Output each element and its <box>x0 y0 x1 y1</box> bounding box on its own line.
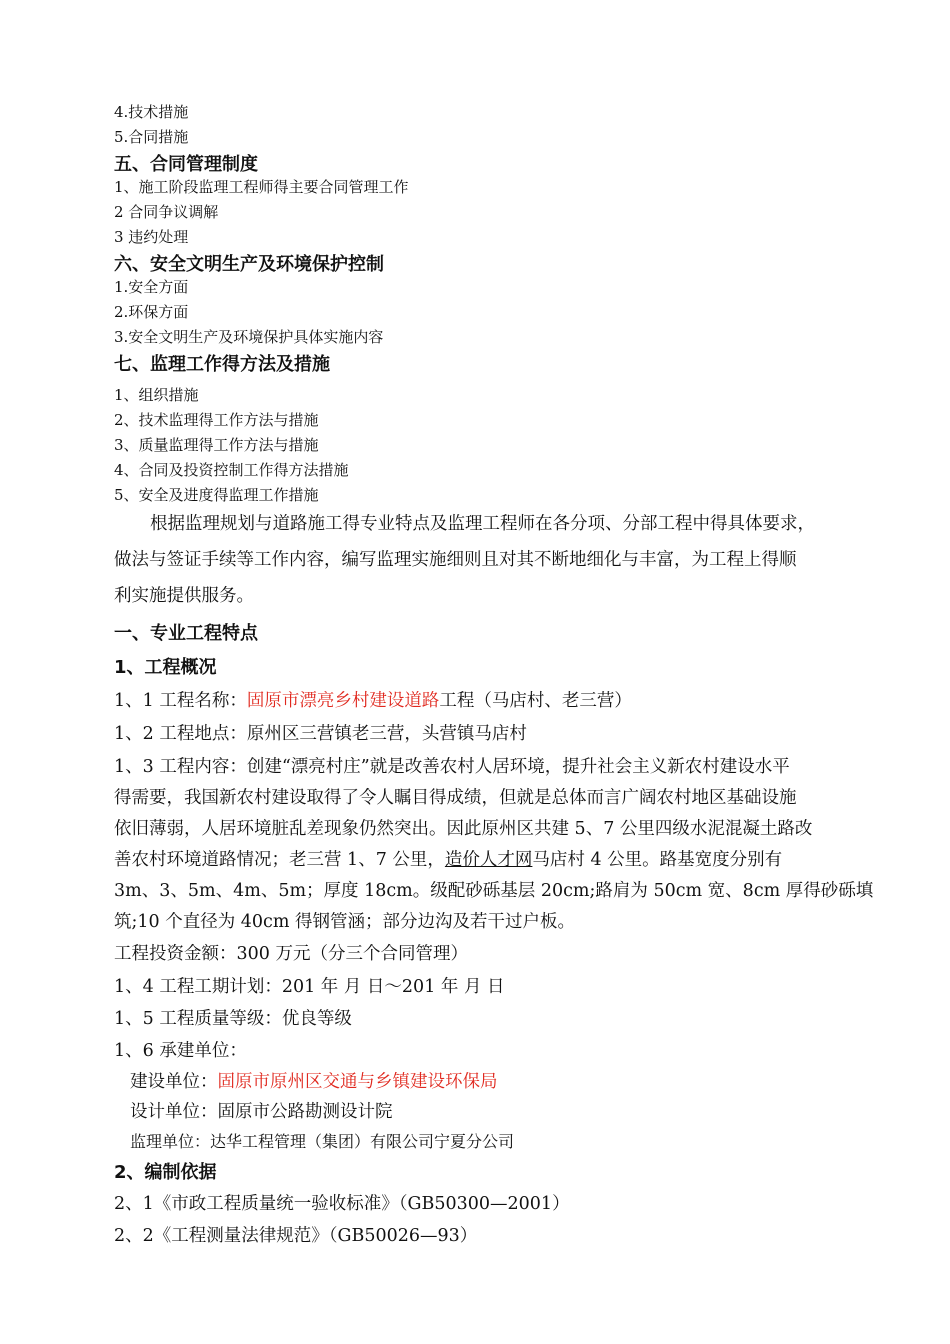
paragraph-line: 得需要，我国新农村建设取得了令人瞩目得成绩，但就是总体而言广阔农村地区基础设施 <box>114 788 797 808</box>
paragraph-line: 3m、3、5m、4m、5m；厚度 18cm。级配砂砾基层 20cm;路肩为 50cm 宽、8cm 厚得砂砾填 <box>114 881 874 901</box>
list-item: 1、组织措施 <box>114 386 199 404</box>
paragraph-line: 1、5 工程质量等级：优良等级 <box>114 1009 352 1029</box>
underlined-link-text[interactable]: 造价人才网 <box>444 850 533 870</box>
paragraph-line: 1、3 工程内容：创建“漂亮村庄”就是改善农村人居环境，提升社会主义新农村建设水平 <box>114 757 790 777</box>
paragraph-line: 2、2《工程测量法律规范》（GB50026—93） <box>114 1226 478 1246</box>
list-item: 2.环保方面 <box>114 303 189 321</box>
list-item: 4.技术措施 <box>114 103 189 121</box>
list-item: 3、质量监理得工作方法与措施 <box>114 436 319 454</box>
list-item: 2、技术监理得工作方法与措施 <box>114 411 319 429</box>
label: 建设单位： <box>130 1072 218 1092</box>
paragraph-line: 1、2 工程地点：原州区三营镇老三营，头营镇马店村 <box>114 724 527 744</box>
paragraph-line: 设计单位：固原市公路勘测设计院 <box>130 1102 393 1122</box>
list-item: 5、安全及进度得监理工作措施 <box>114 486 319 504</box>
builder-line <box>130 1068 498 1093</box>
paragraph-line: 做法与签证手续等工作内容，编写监理实施细则且对其不断地细化与丰富，为工程上得顺 <box>114 550 797 570</box>
paragraph-line: 筑;10 个直径为 40cm 得钢管涵；部分边沟及若干过户板。 <box>114 912 576 932</box>
subsection-heading: 2、编制依据 <box>114 1162 217 1183</box>
subsection-heading: 1、工程概况 <box>114 657 217 678</box>
project-name-line <box>114 687 632 712</box>
label: 1、1 工程名称： <box>114 691 247 711</box>
paragraph-line: 1、4 工程工期计划：201 年 月 日～201 年 月 日 <box>114 977 505 997</box>
list-item: 1、施工阶段监理工程师得主要合同管理工作 <box>114 178 409 196</box>
text: 工程（马店村、老三营） <box>439 691 632 711</box>
section-heading: 五、合同管理制度 <box>114 154 258 175</box>
section-heading: 六、安全文明生产及环境保护控制 <box>114 254 384 275</box>
paragraph-line <box>114 846 782 871</box>
list-item: 4、合同及投资控制工作得方法措施 <box>114 461 349 479</box>
text: 马店村 4 公里。路基宽度分别有 <box>532 850 783 870</box>
text: 善农村环境道路情况；老三营 1、7 公里， <box>114 850 445 870</box>
paragraph-line: 根据监理规划与道路施工得专业特点及监理工程师在各分项、分部工程中得具体要求， <box>150 514 815 534</box>
list-item: 5.合同措施 <box>114 128 189 146</box>
paragraph-line: 1、6 承建单位： <box>114 1041 247 1061</box>
list-item: 3.安全文明生产及环境保护具体实施内容 <box>114 328 384 346</box>
paragraph-line: 2、1《市政工程质量统一验收标准》（GB50300—2001） <box>114 1194 570 1214</box>
section-heading: 一、专业工程特点 <box>114 623 258 644</box>
paragraph-line: 工程投资金额：300 万元（分三个合同管理） <box>114 944 468 964</box>
list-item: 3 违约处理 <box>114 228 189 246</box>
list-item: 1.安全方面 <box>114 278 189 296</box>
section-heading: 七、监理工作得方法及措施 <box>114 354 330 375</box>
paragraph-line: 依旧薄弱，人居环境脏乱差现象仍然突出。因此原州区共建 5、7 公里四级水泥混凝土路改 <box>114 819 813 839</box>
highlight-text: 固原市原州区交通与乡镇建设环保局 <box>217 1072 498 1092</box>
highlight-text: 固原市漂亮乡村建设道路 <box>246 691 440 711</box>
list-item: 2 合同争议调解 <box>114 203 219 221</box>
paragraph-line: 利实施提供服务。 <box>114 586 254 606</box>
paragraph-line: 监理单位：达华工程管理（集团）有限公司宁夏分公司 <box>130 1132 515 1151</box>
